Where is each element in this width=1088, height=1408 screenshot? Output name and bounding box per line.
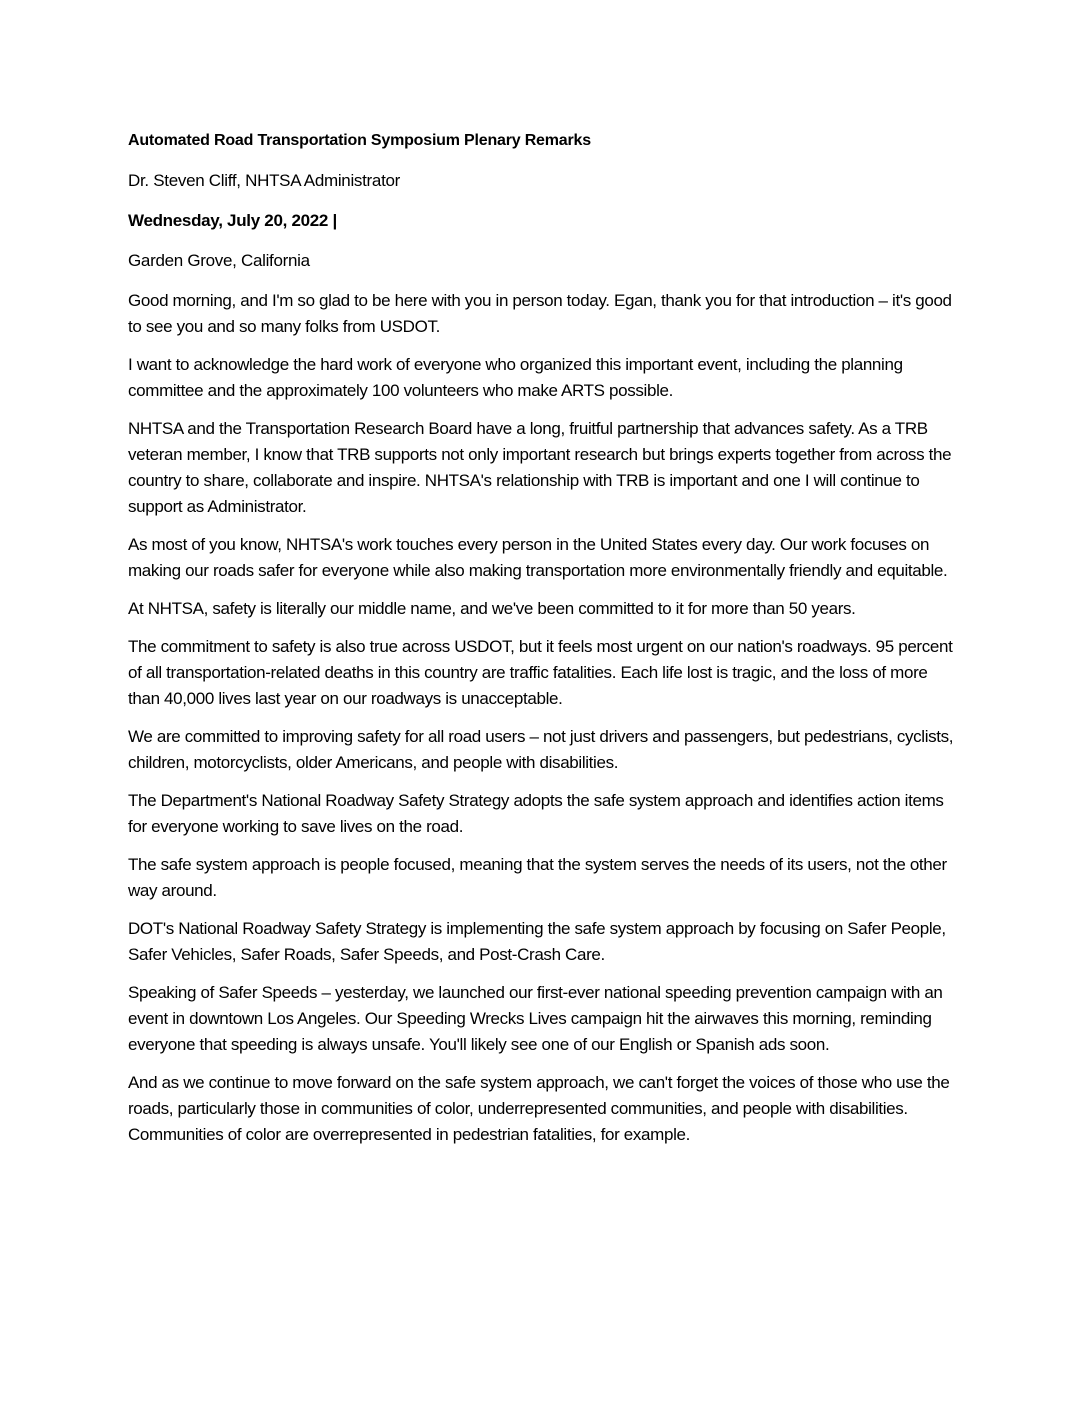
paragraph: Speaking of Safer Speeds – yesterday, we launched our first-ever national speeding prevention campaign with an event in downtown Los Angeles. Our Speeding Wrecks Lives campaign hit the airwaves this morning, reminding everyone that speeding is always unsafe. You'll likely see one of our English or Spanish ads soon.	[128, 983, 943, 1054]
paragraph: At NHTSA, safety is literally our middle name, and we've been committed to it for more than 50 years.	[128, 599, 856, 618]
document-title: Automated Road Transportation Symposium Plenary Remarks	[128, 132, 591, 149]
paragraph: I want to acknowledge the hard work of everyone who organized this important event, including the planning committee and the approximately 100 volunteers who make ARTS possible.	[128, 355, 903, 400]
speaker-line: Dr. Steven Cliff, NHTSA Administrator	[128, 171, 401, 190]
document-body	[128, 128, 960, 1160]
paragraph: DOT's National Roadway Safety Strategy is implementing the safe system approach by focusing on Safer People, Safer Vehicles, Safer Roads, Safer Speeds, and Post-Crash Care.	[128, 919, 946, 964]
paragraph: The Department's National Roadway Safety Strategy adopts the safe system approach and identifies action items for everyone working to save lives on the road.	[128, 791, 944, 836]
location-line: Garden Grove, California	[128, 251, 310, 270]
paragraph: And as we continue to move forward on the safe system approach, we can't forget the voices of those who use the roads, particularly those in communities of color, underrepresented communities, and people with disabilities. Communities of color are overrepresented in pedestrian fatalities, for example.	[128, 1073, 950, 1144]
paragraph: Good morning, and I'm so glad to be here with you in person today. Egan, thank you for that introduction – it's good to see you and so many folks from USDOT.	[128, 291, 952, 336]
paragraph: As most of you know, NHTSA's work touches every person in the United States every day. Our work focuses on making our roads safer for everyone while also making transportation more environmentally friendly and equitable.	[128, 535, 948, 580]
paragraph: We are committed to improving safety for all road users – not just drivers and passengers, but pedestrians, cyclists, children, motorcyclists, older Americans, and people with disabilities.	[128, 727, 954, 772]
date-line: Wednesday, July 20, 2022 |	[128, 211, 337, 230]
paragraph: The safe system approach is people focused, meaning that the system serves the needs of its users, not the other way around.	[128, 855, 947, 900]
paragraph: NHTSA and the Transportation Research Board have a long, fruitful partnership that advances safety. As a TRB veteran member, I know that TRB supports not only important research but brings experts together from across the country to share, collaborate and inspire. NHTSA's relationship with TRB is important and one I will continue to support as Administrator.	[128, 419, 952, 516]
paragraph: The commitment to safety is also true across USDOT, but it feels most urgent on our nation's roadways. 95 percent of all transportation-related deaths in this country are traffic fatalities. Each life lost is tragic, and the loss of more than 40,000 lives last year on our roadways is unacceptable.	[128, 637, 953, 708]
